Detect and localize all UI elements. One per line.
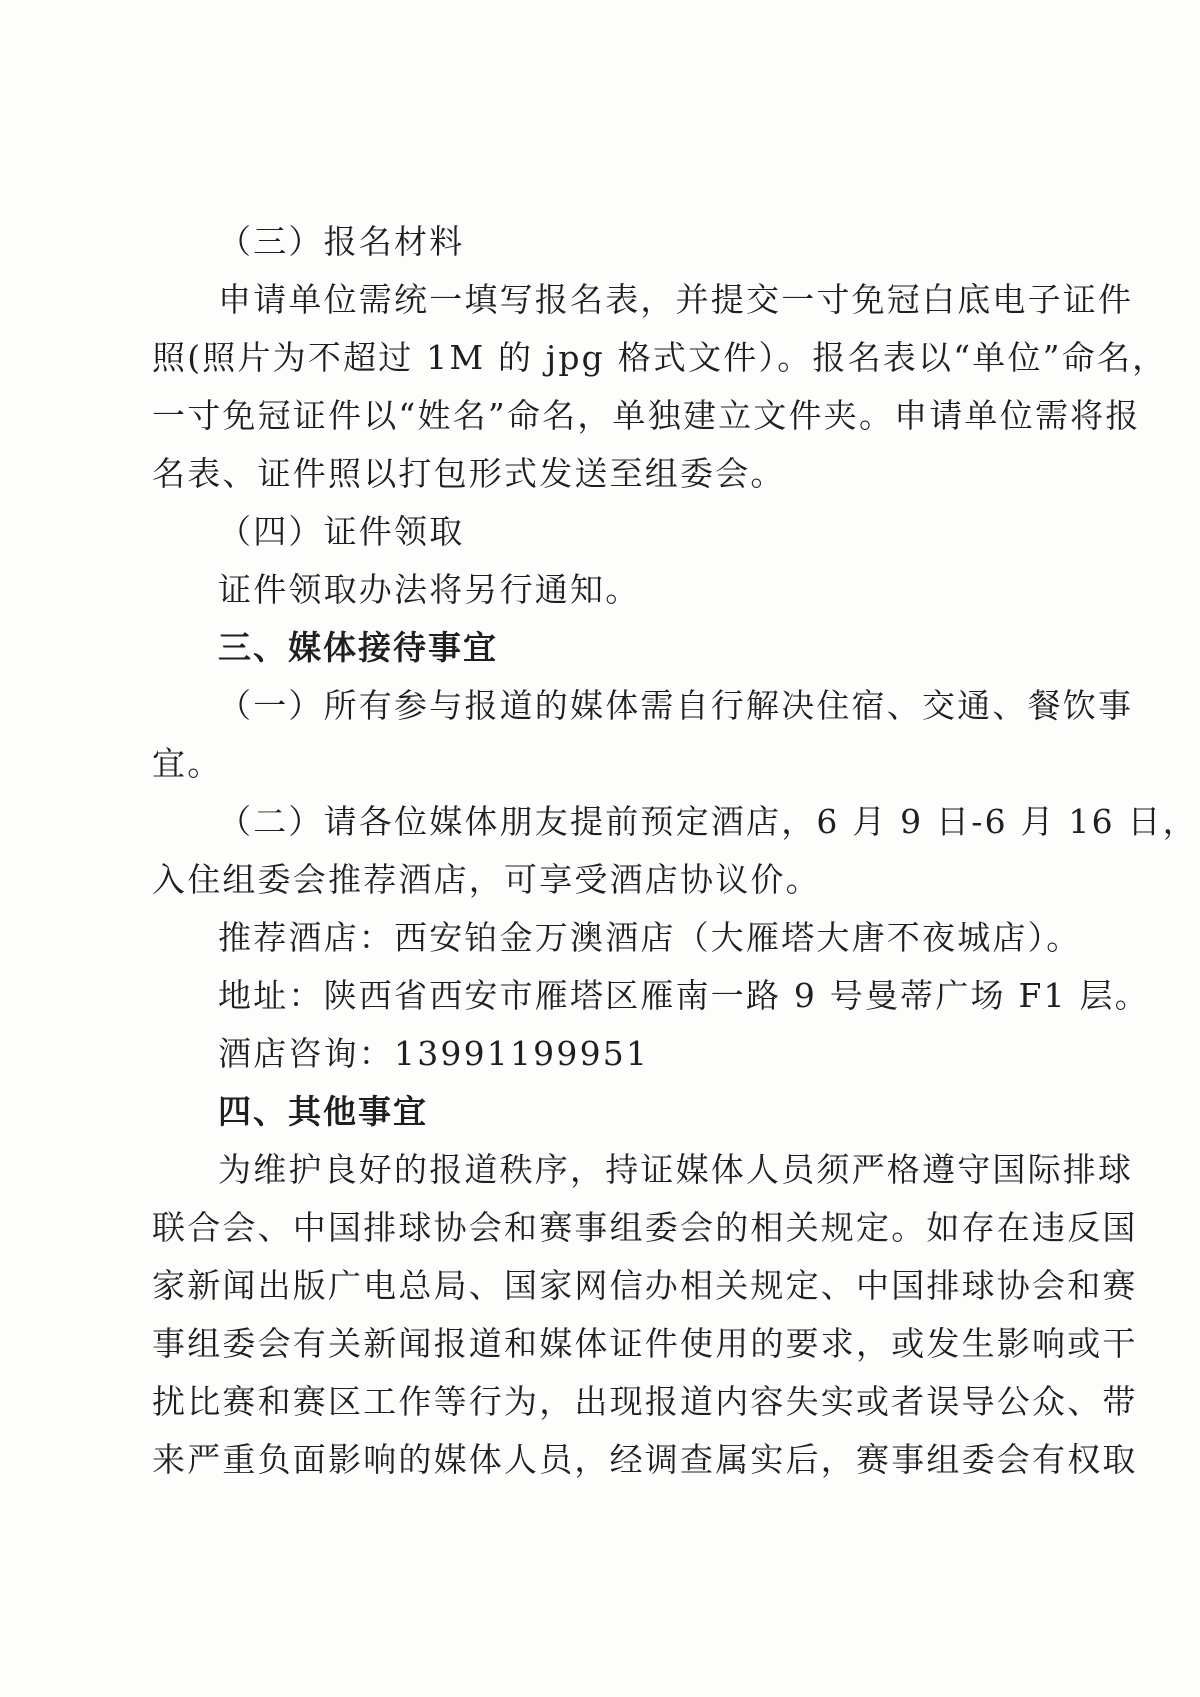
paragraph-line: 事组委会有关新闻报道和媒体证件使用的要求，或发生影响或干 bbox=[152, 1324, 1138, 1363]
paragraph-line: 扰比赛和赛区工作等行为，出现报道内容失实或者误导公众、带 bbox=[152, 1382, 1138, 1421]
paragraph-line: （二）请各位媒体朋友提前预定酒店，6 月 9 日-6 月 16 日， bbox=[218, 802, 1198, 841]
subsection-heading: （三）报名材料 bbox=[218, 222, 465, 261]
paragraph-line: （一）所有参与报道的媒体需自行解决住宿、交通、餐饮事 bbox=[218, 686, 1134, 725]
document-body bbox=[152, 213, 1198, 1489]
paragraph-line: 酒店咨询：13991199951 bbox=[218, 1034, 650, 1073]
paragraph-line: 宜。 bbox=[152, 744, 223, 783]
section-heading: 四、其他事宜 bbox=[218, 1092, 428, 1131]
paragraph-line: 来严重负面影响的媒体人员，经调查属实后，赛事组委会有权取 bbox=[152, 1440, 1138, 1479]
paragraph-line: 名表、证件照以打包形式发送至组委会。 bbox=[152, 454, 786, 493]
paragraph-line: 一寸免冠证件以“姓名”命名，单独建立文件夹。申请单位需将报 bbox=[152, 396, 1141, 435]
paragraph-line: 证件领取办法将另行通知。 bbox=[218, 570, 641, 609]
paragraph-line: 申请单位需统一填写报名表，并提交一寸免冠白底电子证件 bbox=[218, 280, 1134, 319]
paragraph-line: 联合会、中国排球协会和赛事组委会的相关规定。如存在违反国 bbox=[152, 1208, 1138, 1247]
paragraph-line: 推荐酒店：西安铂金万澳酒店（大雁塔大唐不夜城店）。 bbox=[218, 918, 1082, 957]
paragraph-line: 地址：陕西省西安市雁塔区雁南一路 9 号曼蒂广场 F1 层。 bbox=[218, 976, 1150, 1015]
paragraph-line: 入住组委会推荐酒店，可享受酒店协议价。 bbox=[152, 860, 821, 899]
paragraph-line: 为维护良好的报道秩序，持证媒体人员须严格遵守国际排球 bbox=[218, 1150, 1134, 1189]
paragraph-line: 家新闻出版广电总局、国家网信办相关规定、中国排球协会和赛 bbox=[152, 1266, 1138, 1305]
section-heading: 三、媒体接待事宜 bbox=[218, 628, 498, 667]
paragraph-line: 照(照片为不超过 1M 的 jpg 格式文件）。报名表以“单位”命名， bbox=[152, 338, 1168, 377]
subsection-heading: （四）证件领取 bbox=[218, 512, 465, 551]
